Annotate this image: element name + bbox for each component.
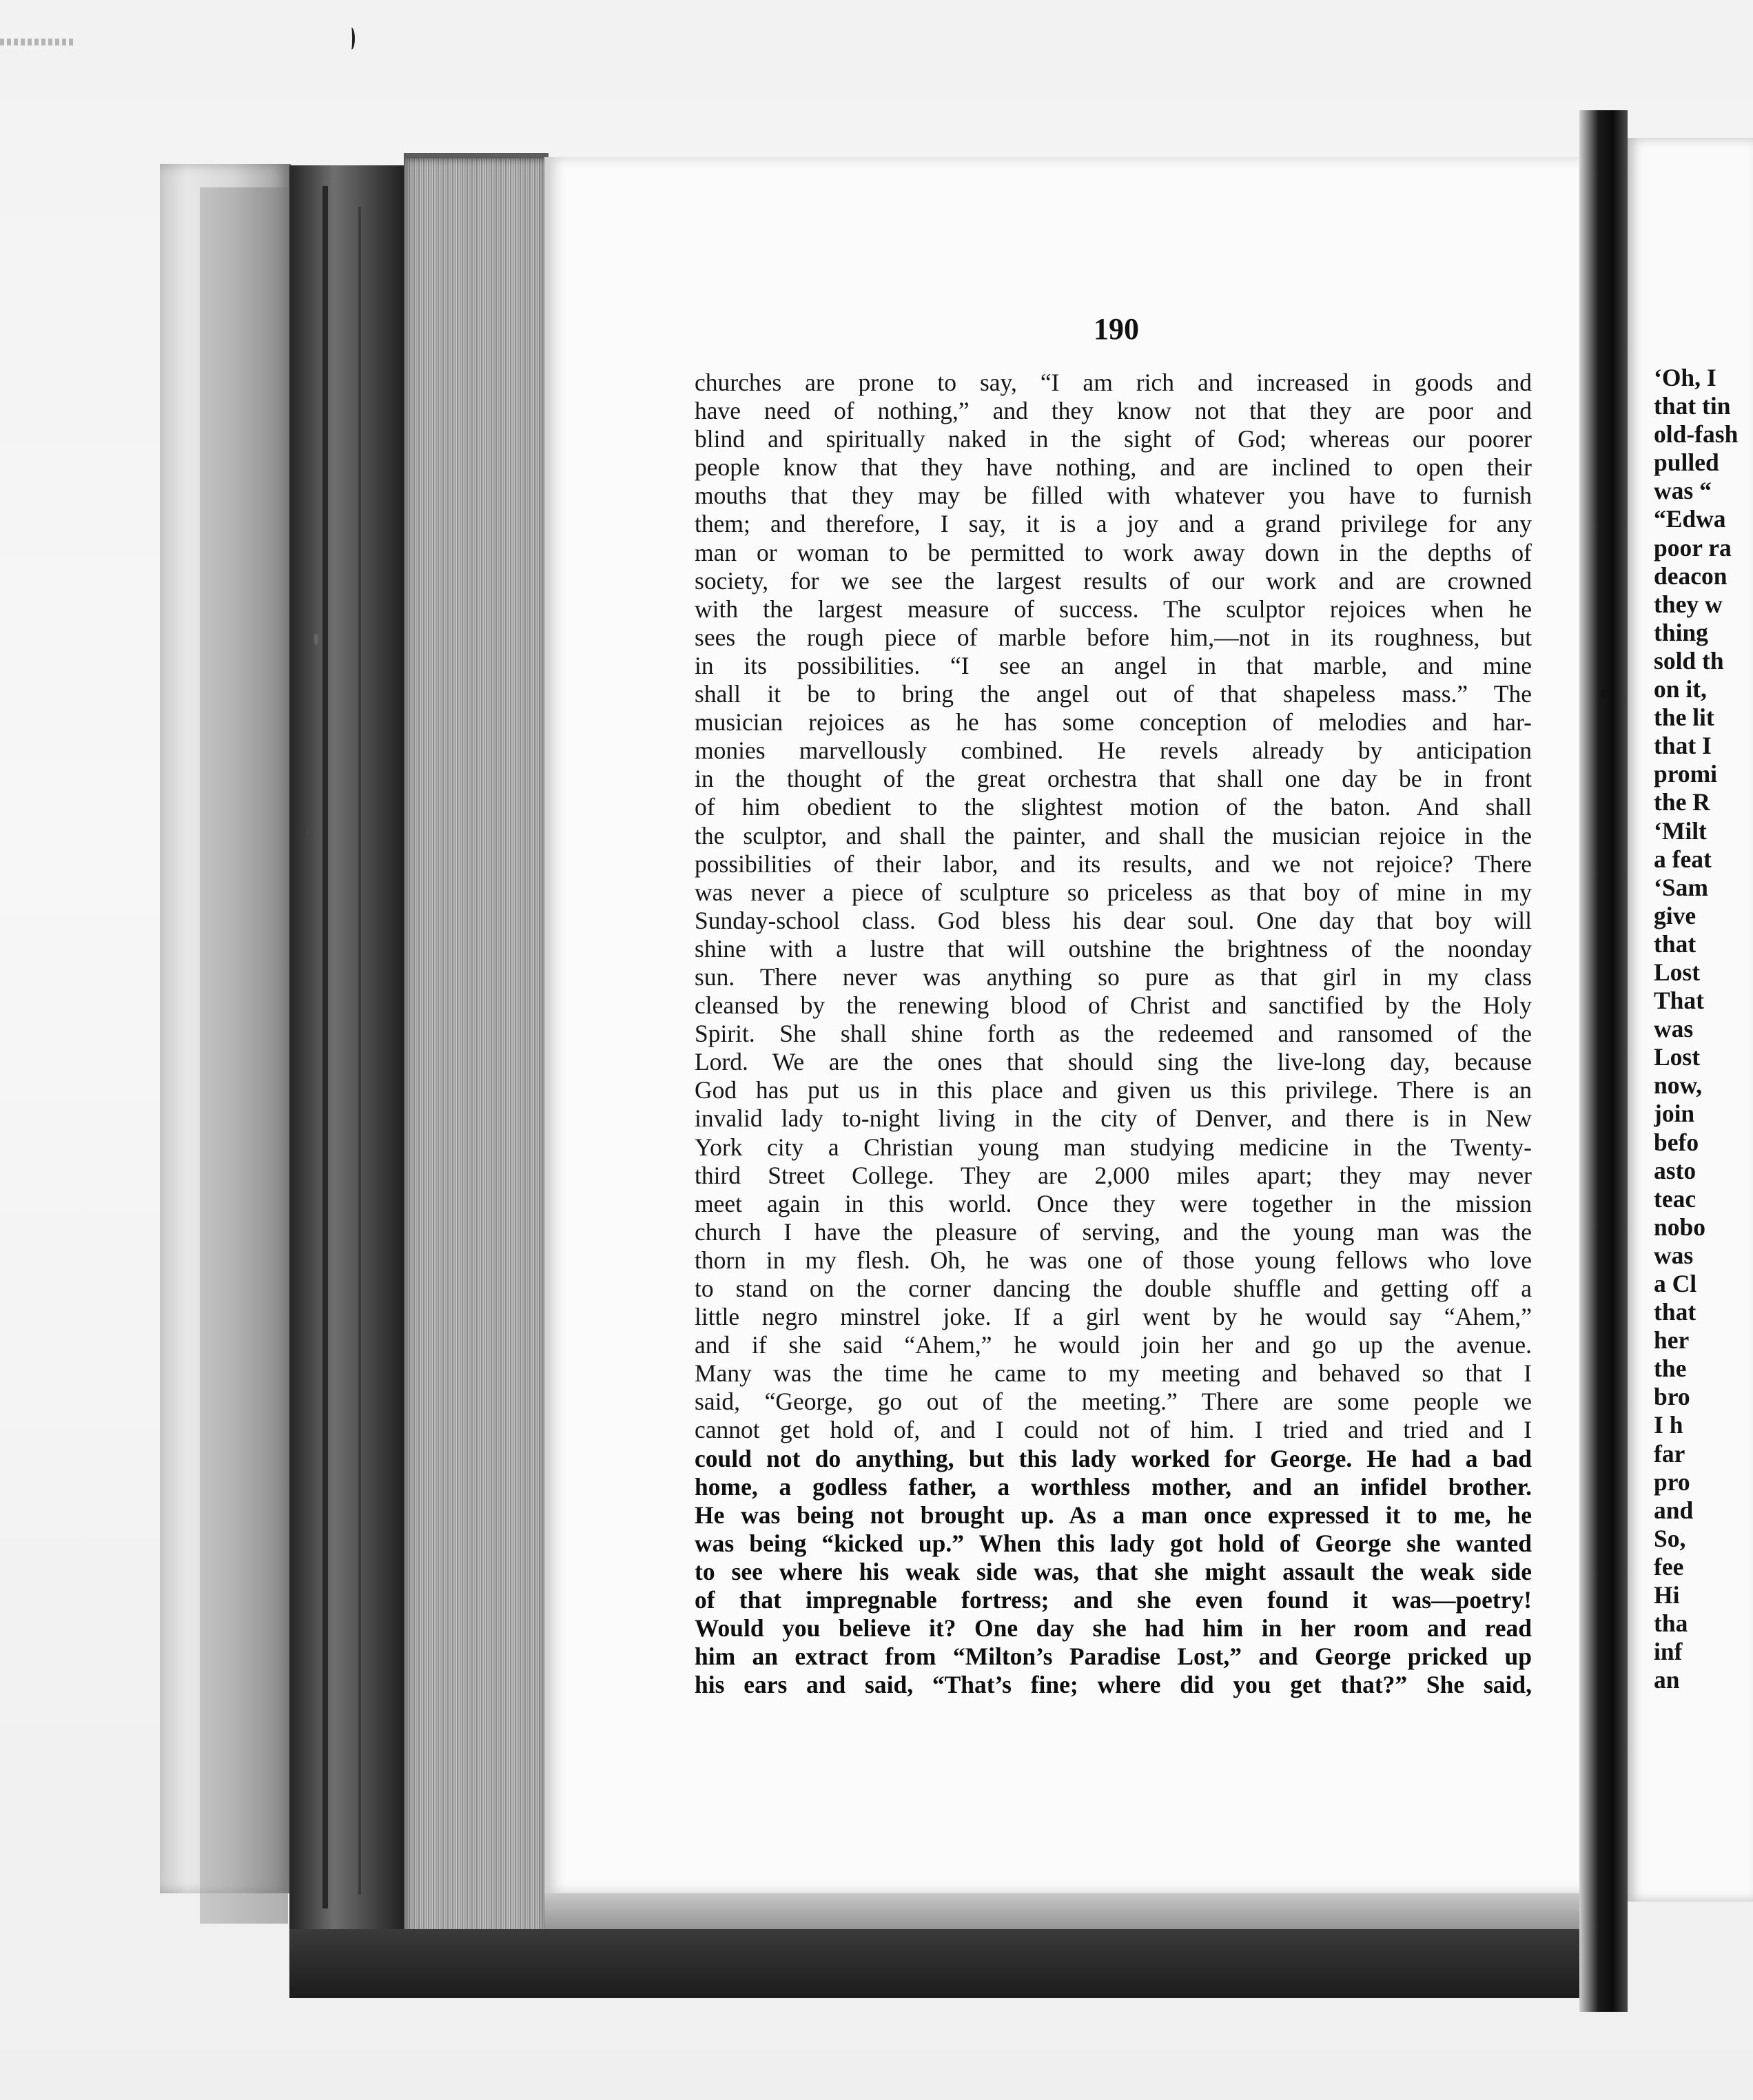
book-spine — [289, 165, 405, 1936]
scan-artifact — [348, 28, 355, 50]
page-edges — [404, 158, 549, 1936]
text-line: home, a godless father, a worthless mother, and an infidel brother. — [695, 1472, 1532, 1501]
facing-text-line: an — [1654, 1666, 1680, 1694]
facing-text-line: befo — [1654, 1128, 1699, 1156]
text-line: churches are prone to say, “I am rich and increased in goods and — [695, 369, 1532, 396]
facing-text-line: was “ — [1654, 477, 1712, 505]
book-cover-shadow — [200, 187, 288, 1924]
facing-text-line: now, — [1654, 1071, 1703, 1100]
facing-text-line: the — [1654, 1355, 1687, 1383]
facing-text-line: ‘Sam — [1654, 873, 1708, 901]
facing-text-line: the lit — [1654, 703, 1714, 732]
text-line: of that impregnable fortress; and she even found it was—poetry! — [695, 1586, 1532, 1614]
facing-text-line: thing — [1654, 618, 1708, 646]
facing-text-line: her — [1654, 1326, 1690, 1355]
scan-speck — [1601, 689, 1608, 697]
text-line: possibilities of their labor, and its results, and we not rejoice? There — [695, 850, 1532, 878]
facing-text-line: that I — [1654, 732, 1712, 760]
text-line: them; and therefore, I say, it is a joy and a grand privilege for any — [695, 510, 1532, 538]
text-line: to stand on the corner dancing the double shuffle and getting off a — [695, 1275, 1532, 1302]
text-line: Sunday-school class. God bless his dear soul. One day that boy will — [695, 906, 1532, 934]
text-line: shall it be to bring the angel out of that shapeless mass.” The — [695, 680, 1532, 708]
facing-text-line: was — [1654, 1241, 1694, 1269]
facing-text-line: asto — [1654, 1156, 1696, 1184]
text-line: and if she said “Ahem,” he would join her and go up the avenue. — [695, 1331, 1532, 1359]
text-line: have need of nothing,” and they know not that they are poor and — [695, 397, 1532, 425]
text-line: thorn in my flesh. Oh, he was one of those young fellows who love — [695, 1246, 1532, 1274]
facing-text-line: and — [1654, 1496, 1694, 1524]
scan-speck — [314, 634, 318, 645]
text-line: meet again in this world. Once they were together in the mission — [695, 1189, 1532, 1217]
facing-text-line: that — [1654, 929, 1696, 958]
text-line: Many was the time he came to my meeting and behaved so that I — [695, 1359, 1532, 1388]
facing-text-line: Lost — [1654, 1043, 1701, 1071]
facing-text-line: give — [1654, 901, 1696, 929]
facing-text-line: nobo — [1654, 1213, 1705, 1241]
facing-text-line: old-fash — [1654, 420, 1739, 449]
book-bottom-board — [289, 1929, 1599, 1998]
scan-speck — [306, 830, 311, 837]
book-gutter — [1579, 110, 1628, 2012]
facing-text-line: Hi — [1654, 1581, 1680, 1609]
facing-text-line: Lost — [1654, 958, 1701, 986]
text-line: was being “kicked up.” When this lady got hold of George she wanted — [695, 1529, 1532, 1557]
text-line: sun. There never was anything so pure as that girl in my class — [695, 962, 1532, 991]
facing-text-line: on it, — [1654, 675, 1707, 703]
facing-text-line: they w — [1654, 590, 1723, 618]
facing-text-line: ‘Milt — [1654, 816, 1707, 845]
text-line: sees the rough piece of marble before him,—not in its roughness, but — [695, 623, 1532, 651]
facing-text-line: deacon — [1654, 562, 1728, 590]
text-line: the sculptor, and shall the painter, and shall the musician rejoice in the — [695, 821, 1532, 850]
text-line: man or woman to be permitted to work away down in the depths of — [695, 538, 1532, 566]
text-line: could not do anything, but this lady worked for George. He had a bad — [695, 1444, 1532, 1472]
facing-text-line: promi — [1654, 760, 1718, 788]
scan-artifact — [0, 39, 76, 45]
text-line: people know that they have nothing, and are inclined to open their — [695, 453, 1532, 482]
facing-text-line: a feat — [1654, 845, 1712, 873]
facing-text-line: tha — [1654, 1609, 1688, 1638]
facing-text-line: the R — [1654, 788, 1710, 816]
page-text — [695, 369, 1532, 1699]
text-line: to see where his weak side was, that she might assault the weak side — [695, 1557, 1532, 1585]
facing-text-line: pulled — [1654, 449, 1719, 477]
text-line: said, “George, go out of the meeting.” There are some people we — [695, 1388, 1532, 1416]
facing-text-line: ‘Oh, I — [1654, 364, 1716, 391]
text-line: cleansed by the renewing blood of Christ and sanctified by the Holy — [695, 991, 1532, 1020]
text-line: church I have the pleasure of serving, and the young man was the — [695, 1217, 1532, 1246]
facing-text-line: fee — [1654, 1552, 1684, 1581]
facing-text-line: sold th — [1654, 646, 1724, 675]
text-line: with the largest measure of success. The sculptor rejoices when he — [695, 595, 1532, 623]
text-line: Spirit. She shall shine forth as the redeemed and ransomed of the — [695, 1020, 1532, 1048]
facing-text-line: bro — [1654, 1383, 1690, 1411]
facing-text-line: that tin — [1654, 392, 1731, 420]
facing-text-line: So, — [1654, 1524, 1686, 1552]
text-line: of him obedient to the slightest motion of the baton. And shall — [695, 793, 1532, 821]
text-line: Lord. We are the ones that should sing the live-long day, because — [695, 1048, 1532, 1076]
text-line: He was being not brought up. As a man once expressed it to me, he — [695, 1501, 1532, 1529]
facing-text-line: far — [1654, 1439, 1685, 1468]
text-line: little negro minstrel joke. If a girl went by he would say “Ahem,” — [695, 1303, 1532, 1331]
text-line: Would you believe it? One day she had him in her room and read — [695, 1614, 1532, 1643]
facing-text-line: was — [1654, 1015, 1694, 1043]
facing-text-line: “Edwa — [1654, 505, 1726, 533]
facing-text-line: join — [1654, 1100, 1695, 1128]
text-line: was never a piece of sculpture so priceless as that boy of mine in my — [695, 878, 1532, 906]
text-line: in the thought of the great orchestra that shall one day be in front — [695, 765, 1532, 793]
text-line: blind and spiritually naked in the sight of God; whereas our poorer — [695, 425, 1532, 453]
text-line: shine with a lustre that will outshine the brightness of the noonday — [695, 934, 1532, 962]
page-number: 190 — [1094, 312, 1139, 346]
text-line: third Street College. They are 2,000 miles apart; they may never — [695, 1161, 1532, 1189]
facing-text-line: teac — [1654, 1184, 1696, 1213]
spine-stripe — [322, 186, 328, 1908]
text-line: musician rejoices as he has some conception of melodies and har- — [695, 708, 1532, 737]
facing-text-line: inf — [1654, 1638, 1683, 1666]
text-line: York city a Christian young man studying medicine in the Twenty- — [695, 1133, 1532, 1161]
facing-text-line: that — [1654, 1298, 1696, 1326]
text-line: cannot get hold of, and I could not of him. I tried and tried and I — [695, 1416, 1532, 1444]
facing-text-line: poor ra — [1654, 533, 1732, 562]
text-line: invalid lady to-night living in the city of Denver, and there is in New — [695, 1104, 1532, 1133]
facing-text-line: pro — [1654, 1468, 1690, 1496]
facing-page-text — [1654, 364, 1753, 1694]
facing-text-line: I h — [1654, 1411, 1683, 1439]
text-line: him an extract from “Milton’s Paradise Lost,” and George pricked up — [695, 1643, 1532, 1671]
text-line: in its possibilities. “I see an angel in that marble, and mine — [695, 651, 1532, 679]
spine-stripe — [358, 207, 361, 1895]
text-line: God has put us in this place and given us this privilege. There is an — [695, 1076, 1532, 1104]
text-line: society, for we see the largest results of our work and are crowned — [695, 566, 1532, 595]
text-line: his ears and said, “That’s fine; where did you get that?” She said, — [695, 1671, 1532, 1699]
text-line: monies marvellously combined. He revels already by anticipation — [695, 737, 1532, 765]
text-line: mouths that they may be filled with whatever you have to furnish — [695, 482, 1532, 510]
facing-text-line: That — [1654, 987, 1704, 1015]
facing-text-line: a Cl — [1654, 1270, 1697, 1297]
